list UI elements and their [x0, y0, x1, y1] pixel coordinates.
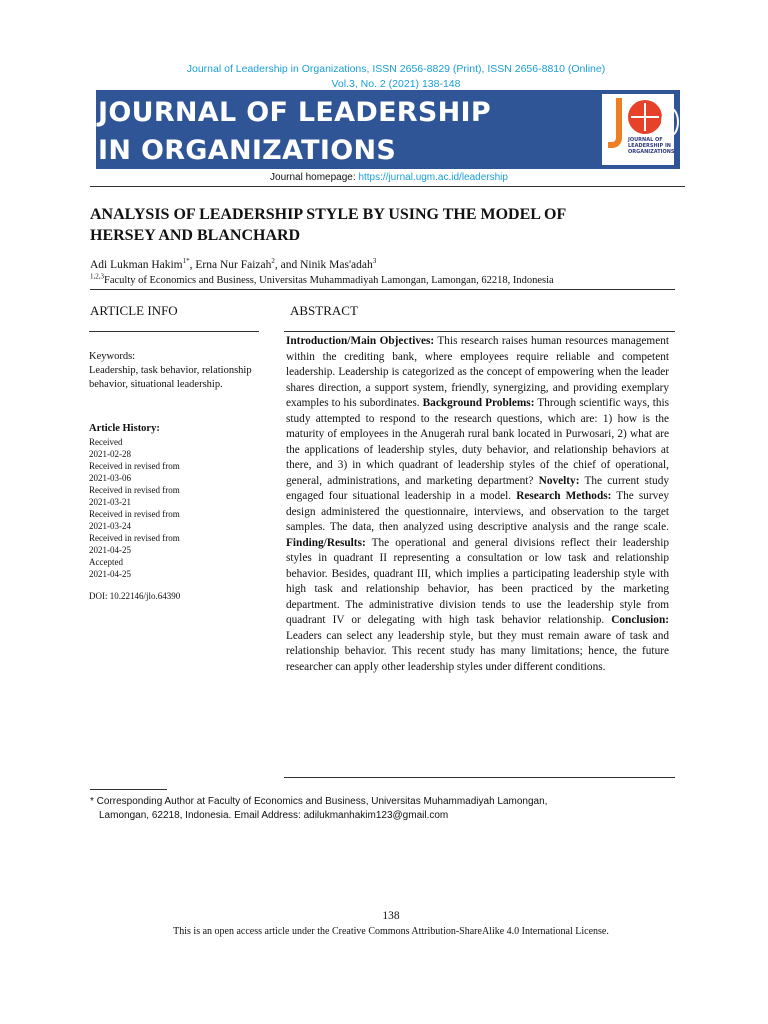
corresponding-author-footnote [90, 795, 690, 823]
journal-logo [602, 94, 674, 165]
homepage-link[interactable]: https://jurnal.ugm.ac.id/leadership [358, 172, 508, 183]
author-superscript: 3 [372, 257, 377, 266]
abstract-text: Leaders can select any leadership style, but they must remain aware of task and relationship behavior. This recent study has many limitations; hence, the future researcher can apply other leadership styles under different conditions. [286, 629, 669, 673]
history-entry: Received [89, 437, 123, 447]
title-line: HERSEY AND BLANCHARD [90, 227, 301, 244]
history-entry: 2021-04-25 [89, 545, 131, 555]
author-separator: , and [274, 259, 301, 271]
abstract-text: The operational and general divisions reflect their leadership styles in quadrant II representing a consultation or low task and relationship behavior. Besides, quadrant III, which implies a participating leadership style with high task and relationship behavior, has been practiced by the marketing department. The administrative division tends to use the leadership style from quadrant IV or delegating with high task behavior relationship. [286, 536, 669, 626]
homepage-label: Journal homepage: [270, 172, 359, 183]
banner-title-line: JOURNAL OF LEADERSHIP [98, 97, 491, 128]
abstract-text: Through scientific ways, this study attempted to respond to the research questions, which are: 1) how is the maturity of employees in the Anugerah rural bank located in Purwosari, 2) what are the applications of leadership styles, duty behavior, and relationship behaviors at there, and 3) in which quadrant of leadership styles of the chief of operational, general, administrations, and marketing department? [286, 397, 670, 487]
abstract-subheading: Introduction/Main Objectives: [286, 335, 435, 347]
doi: DOI: 10.22146/jlo.64390 [89, 591, 181, 601]
author-name: Adi Lukman Hakim [90, 259, 183, 271]
author-name: Ninik Mas'adah [300, 259, 373, 271]
license-notice: This is an open access article under the Creative Commons Attribution-ShareAlike 4.0 International License. [173, 926, 609, 937]
article-history [89, 422, 259, 602]
article-info-divider [89, 331, 259, 332]
abstract-subheading: Conclusion: [611, 614, 669, 626]
history-entry: 2021-02-28 [89, 449, 131, 459]
logo-text: JOURNAL OF LEADERSHIP IN ORGANIZATIONS [628, 137, 675, 155]
banner-title-line: IN ORGANIZATIONS [98, 135, 397, 166]
abstract-subheading: Research Methods: [516, 490, 612, 502]
footnote-line: * Corresponding Author at Faculty of Economics and Business, Universitas Muhammadiyah Lamongan, [90, 796, 548, 807]
article-info-heading: ARTICLE INFO [90, 303, 178, 318]
history-entry: 2021-04-25 [89, 569, 131, 579]
history-entry: Received in revised from [89, 509, 180, 519]
abstract-subheading: Finding/Results: [286, 536, 366, 549]
logo-letter-j-icon [608, 98, 622, 148]
history-entry: 2021-03-21 [89, 497, 131, 507]
affiliation-text: Faculty of Economics and Business, Universitas Muhammadiyah Lamongan, Lamongan, 62218, Indonesia [104, 275, 554, 286]
abstract-heading: ABSTRACT [290, 303, 358, 318]
affiliation [90, 272, 554, 286]
abstract-subheading: Background Problems: [422, 397, 535, 409]
author-divider [90, 289, 675, 290]
title-line: ANALYSIS OF LEADERSHIP STYLE BY USING THE MODEL OF [90, 206, 567, 223]
author-superscript: 1* [182, 257, 190, 266]
abstract-text: This research raises human resources management within the crediting bank, where employees require reliable and competent leadership. Leadership is categorized as the concept of empowering when the leader shares direction, a support system, friendly, synergizing, and providing exemplary examples to his subordinates. [286, 335, 669, 409]
journal-citation-line: Journal of Leadership in Organizations, ISSN 2656-8829 (Print), ISSN 2656-8810 (Online) [186, 63, 606, 75]
history-entry: Received in revised from [89, 461, 180, 471]
volume-line: Vol.3, No. 2 (2021) 138-148 [331, 78, 461, 90]
affiliation-superscript: 1,2,3 [90, 272, 104, 281]
abstract-divider-bottom [284, 777, 675, 778]
history-label: Article History: [89, 423, 160, 434]
history-entry: Accepted [89, 557, 123, 567]
abstract-divider-top [284, 331, 675, 332]
globe-icon [628, 100, 662, 134]
journal-homepage [0, 172, 768, 183]
abstract-subheading: Novelty: [538, 474, 580, 487]
author-separator: , [189, 259, 196, 271]
keywords-text: Leadership, task behavior, relationship behavior, situational leadership. [89, 365, 252, 390]
history-entry: Received in revised from [89, 485, 180, 495]
article-title [90, 204, 690, 246]
keywords-block [89, 350, 259, 392]
abstract-text: The survey design administered the questionnaire, interviews, and observation to the target samples. The data, then analyzed using descriptive analysis and the range scale. [286, 490, 669, 533]
author-list [90, 259, 376, 271]
history-entry: 2021-03-24 [89, 521, 131, 531]
footnote-line: Lamongan, 62218, Indonesia. Email Address: adilukmanhakim123@gmail.com [99, 810, 449, 821]
abstract-text: The current study engaged four situational leadership in a model. [286, 474, 669, 502]
keywords-label: Keywords: [89, 351, 136, 362]
footnote-rule [90, 789, 167, 790]
abstract-body [286, 334, 669, 675]
journal-banner [96, 90, 680, 169]
author-name: Erna Nur Faizah [195, 259, 272, 271]
history-entry: 2021-03-06 [89, 473, 131, 483]
page-number: 138 [382, 910, 400, 922]
history-entry: Received in revised from [89, 533, 180, 543]
author-superscript: 2 [271, 257, 275, 266]
header-divider [90, 186, 685, 187]
journal-banner-title [98, 94, 491, 170]
